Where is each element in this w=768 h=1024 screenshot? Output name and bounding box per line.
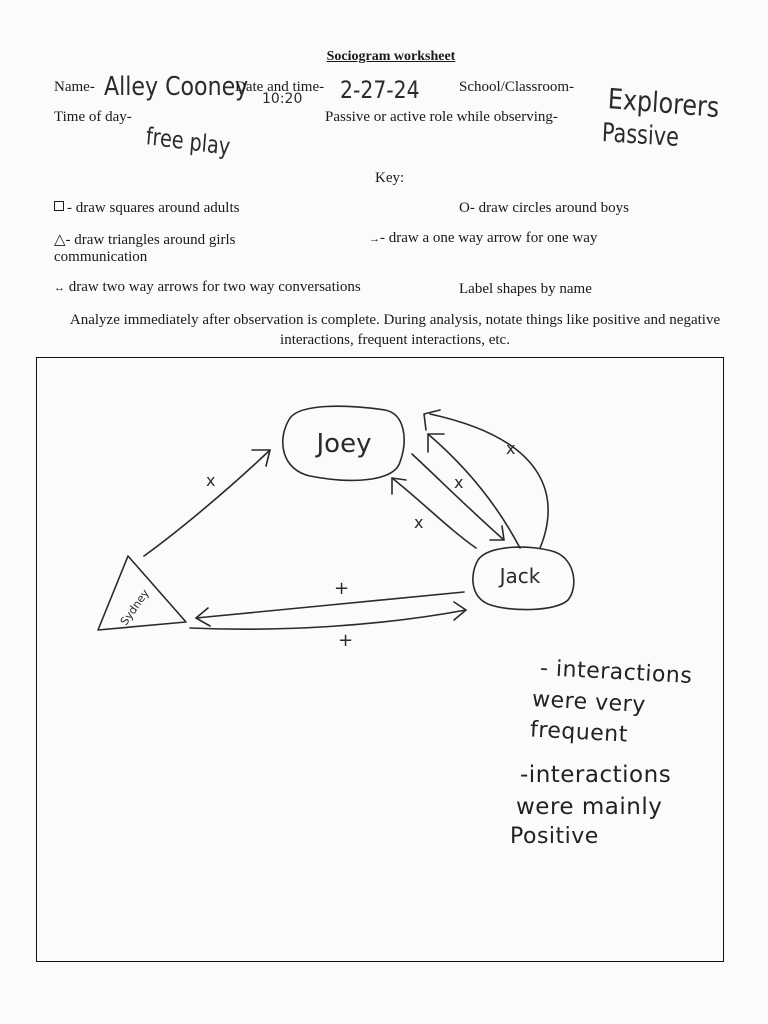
key-title: Key: — [375, 170, 405, 186]
school-value: Explorers — [607, 82, 721, 125]
note-line-1: - interactions — [539, 656, 693, 689]
worksheet-title: Sociogram worksheet — [326, 49, 456, 64]
note-line-6: Positive — [510, 824, 599, 849]
arrow-joey-jack-2 — [412, 454, 504, 540]
mark-negative-jack-joey-1: x — [414, 513, 424, 532]
analyze-instructions: Analyze immediately after observation is complete. During analysis, notate things like positive and negative interactions, frequent interactions, etc. — [69, 312, 721, 348]
school-label: School/Classroom- — [459, 79, 574, 95]
mark-positive-lower: + — [338, 630, 354, 651]
joey-label: Joey — [316, 429, 372, 459]
name-label: Name- — [54, 79, 95, 95]
key-adults-text: - draw squares around adults — [67, 200, 240, 216]
arrow-sydney-jack-lower — [190, 610, 466, 629]
note-line-4: -interactions — [520, 762, 672, 788]
one-way-arrow-icon: → — [369, 233, 380, 245]
key-oneway-text: - draw a one way arrow for one way — [380, 230, 598, 246]
arrow-sydney-joey — [144, 450, 270, 556]
jack-label: Jack — [499, 564, 541, 588]
note-line-3: frequent — [529, 717, 629, 748]
key-boys-text: - draw circles around boys — [469, 200, 629, 216]
role-value: Passive — [601, 118, 680, 154]
arrow-jack-joey-4 — [430, 414, 548, 548]
datetime-label: Date and time- — [235, 79, 325, 95]
mark-positive-upper: + — [334, 578, 350, 599]
note-line-2: were very — [531, 687, 647, 718]
date-value: 2-27-24 — [340, 76, 420, 104]
mark-negative-jack-joey-4: x — [506, 439, 516, 458]
time-of-day-label: Time of day- — [54, 109, 132, 125]
key-label-shapes: Label shapes by name — [459, 281, 592, 297]
time-of-day-value: free play — [144, 122, 232, 161]
triangle-icon: △ — [54, 232, 66, 248]
note-line-5: were mainly — [516, 794, 663, 820]
time-value: 10:20 — [262, 91, 303, 107]
key-girls-text: - draw triangles around girls — [65, 232, 236, 248]
sydney-label: Sydney — [117, 586, 152, 628]
circle-icon: O — [459, 200, 470, 216]
two-way-arrow-icon: ↔ — [54, 282, 65, 294]
key-girls-cont: communication — [54, 249, 148, 265]
key-twoway-text: draw two way arrows for two way conversations — [68, 279, 361, 295]
name-value: Alley Cooney — [104, 72, 249, 102]
mark-negative-joey-jack-2: x — [454, 473, 464, 492]
mark-negative-sydney-joey: x — [206, 471, 216, 490]
role-label: Passive or active role while observing- — [325, 109, 558, 125]
arrow-sydney-jack-upper — [196, 592, 464, 618]
